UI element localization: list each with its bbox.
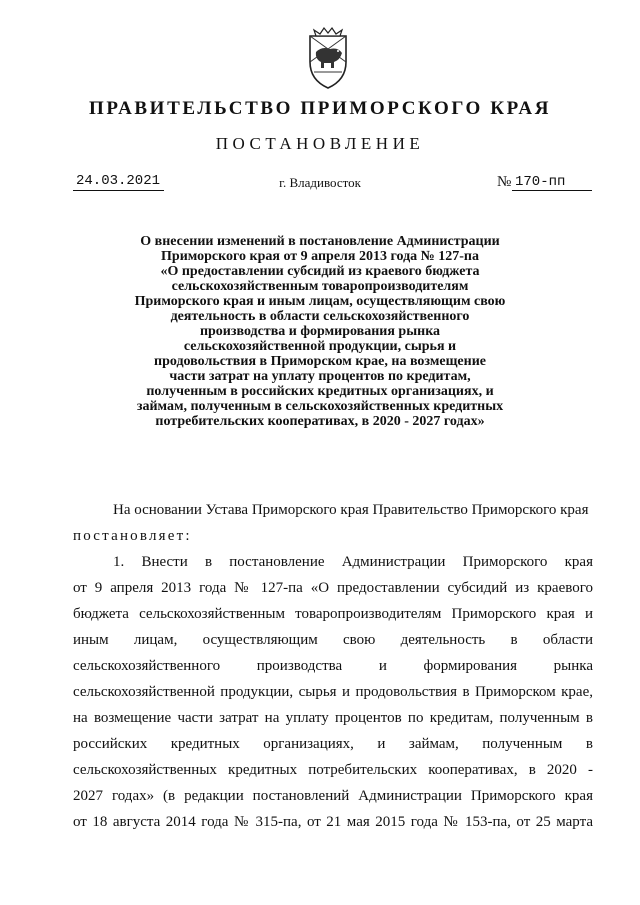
item-1-line: 2027 годах» (в редакции постановлений Администрации Приморского края	[73, 788, 593, 804]
heading-line: деятельность в области сельскохозяйственного	[170, 309, 470, 324]
item-1-line: российских кредитных организациях, и займам, полученным в	[73, 736, 593, 752]
heading-line: О внесении изменений в постановление Администрации	[140, 234, 500, 249]
item-1-line: от 9 апреля 2013 года № 127-па «О предоставлении субсидий из краевого	[73, 580, 593, 596]
item-1-line: от 18 августа 2014 года № 315-па, от 21 мая 2015 года № 153-па, от 25 марта	[73, 814, 593, 830]
coat-of-arms-emblem	[300, 22, 356, 90]
government-title: ПРАВИТЕЛЬСТВО ПРИМОРСКОГО КРАЯ	[88, 98, 552, 119]
item-1-line: 1. Внести в постановление Администрации Приморского края	[113, 554, 593, 570]
heading-line: Приморского края и иным лицам, осуществляющим свою	[134, 294, 506, 309]
number-underline	[512, 190, 592, 191]
item-1-line: на возмещение части затрат на уплату процентов по кредитам, полученным в	[73, 710, 593, 726]
item-1-line: иным лицам, осуществляющим свою деятельность в области	[73, 632, 593, 648]
document-number: 170-пп	[515, 174, 566, 190]
number-sign: №	[497, 174, 512, 190]
heading-line: Приморского края от 9 апреля 2013 года № 127-па	[161, 249, 479, 264]
item-1-line: бюджета сельскохозяйственным товаропроизводителям Приморского края и	[73, 606, 593, 622]
item-1-line: сельскохозяйственной продукции, сырья и продовольствия в Приморском крае,	[73, 684, 593, 700]
heading-line: производства и формирования рынка	[199, 324, 441, 339]
body-text	[73, 497, 593, 835]
heading-line: продовольствия в Приморском крае, на возмещение	[154, 354, 486, 369]
heading-line: займам, полученным в сельскохозяйственных кредитных	[136, 399, 504, 414]
intro-line: На основании Устава Приморского края Правительство Приморского края	[113, 502, 589, 518]
heading-line: полученным в российских кредитных организациях, и	[146, 384, 494, 399]
heading-line: сельскохозяйственным товаропроизводителям	[171, 279, 469, 294]
document-date: 24.03.2021	[76, 173, 161, 189]
document-type: ПОСТАНОВЛЕНИЕ	[215, 134, 425, 153]
item-1-line: сельскохозяйственных кредитных потребительских кооперативах, в 2020 -	[73, 762, 593, 778]
heading-line: части затрат на уплату процентов по кредитам,	[169, 369, 471, 384]
document-heading	[100, 234, 540, 429]
heading-line: «О предоставлении субсидий из краевого бюджета	[160, 264, 480, 279]
heading-line: сельскохозяйственной продукции, сырья и	[183, 339, 457, 354]
resolves-word: постановляет:	[73, 528, 192, 544]
heading-line: потребительских кооперативах, в 2020 - 2027 годах»	[155, 414, 485, 429]
document-city: г. Владивосток	[279, 175, 361, 190]
item-1-line: сельскохозяйственного производства и формирования рынка	[73, 658, 593, 674]
